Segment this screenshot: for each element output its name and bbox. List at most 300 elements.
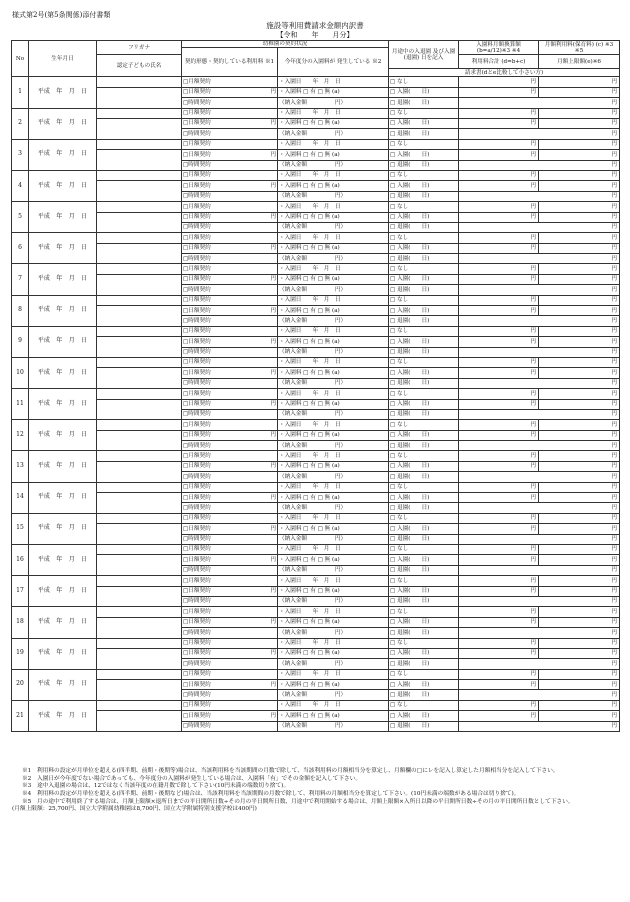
contract-daily[interactable] [182,711,278,721]
enroll-none[interactable]: □ なし [389,233,459,243]
enroll-enter[interactable]: □ 入園( 日) [389,243,459,253]
total-yen[interactable]: 円 [459,430,539,440]
entry-date[interactable]: ・入園日 年 月 日 [278,482,389,492]
enroll-enter[interactable]: □ 入園( 日) [389,87,459,97]
contract-monthly[interactable]: □月額契約 [182,607,278,617]
child-name-field[interactable] [97,118,182,139]
child-name-field[interactable] [97,555,182,576]
entry-date[interactable]: ・入園日 年 月 日 [278,357,389,367]
contract-daily[interactable] [182,212,278,222]
furigana-field[interactable] [97,513,182,523]
enroll-leave[interactable]: □ 退園( 日) [389,596,459,606]
furigana-field[interactable] [97,700,182,710]
total-yen[interactable]: 円 [459,648,539,658]
furigana-field[interactable] [97,389,182,399]
contract-hourly[interactable]: □時間契約 [182,565,278,575]
paid-amount[interactable]: （納入金額 円） [278,191,389,201]
claim-yen[interactable]: 円 [459,98,620,108]
child-name-field[interactable] [97,493,182,514]
paid-amount[interactable]: （納入金額 円） [278,129,389,139]
contract-monthly[interactable]: □月額契約 [182,202,278,212]
monthly-entrance-yen[interactable]: 円 [459,700,539,710]
child-name-field[interactable] [97,461,182,482]
furigana-field[interactable] [97,77,182,87]
cap-yen[interactable]: 円 [539,306,620,316]
contract-daily[interactable] [182,181,278,191]
monthly-entrance-yen[interactable]: 円 [459,108,539,118]
monthly-fee-yen[interactable]: 円 [539,389,620,399]
enroll-none[interactable]: □ なし [389,170,459,180]
paid-amount[interactable]: （納入金額 円） [278,409,389,419]
child-name-field[interactable] [97,306,182,327]
contract-monthly[interactable]: □月額契約 [182,233,278,243]
monthly-fee-yen[interactable]: 円 [539,700,620,710]
paid-amount[interactable]: （納入金額 円） [278,254,389,264]
enroll-enter[interactable]: □ 入園( 日) [389,648,459,658]
dob-field[interactable]: 平成 年 月 日 [29,669,97,700]
contract-monthly[interactable]: □月額契約 [182,482,278,492]
entry-fee[interactable]: ・入園料 □ 有 □ 無 (a) [278,181,389,191]
dob-field[interactable]: 平成 年 月 日 [29,295,97,326]
enroll-none[interactable]: □ なし [389,264,459,274]
entry-fee[interactable]: ・入園料 □ 有 □ 無 (a) [278,368,389,378]
entry-date[interactable]: ・入園日 年 月 日 [278,545,389,555]
enroll-none[interactable]: □ なし [389,295,459,305]
dob-field[interactable]: 平成 年 月 日 [29,233,97,264]
paid-amount[interactable]: （納入金額 円） [278,596,389,606]
claim-yen[interactable]: 円 [459,628,620,638]
monthly-fee-yen[interactable]: 円 [539,264,620,274]
enroll-none[interactable]: □ なし [389,607,459,617]
furigana-field[interactable] [97,326,182,336]
enroll-none[interactable]: □ なし [389,451,459,461]
contract-daily[interactable] [182,524,278,534]
child-name-field[interactable] [97,181,182,202]
paid-amount[interactable]: （納入金額 円） [278,628,389,638]
monthly-entrance-yen[interactable]: 円 [459,545,539,555]
monthly-fee-yen[interactable]: 円 [539,451,620,461]
paid-amount[interactable]: （納入金額 円） [278,347,389,357]
enroll-enter[interactable]: □ 入園( 日) [389,586,459,596]
enroll-none[interactable]: □ なし [389,576,459,586]
child-name-field[interactable] [97,617,182,638]
total-yen[interactable]: 円 [459,274,539,284]
enroll-none[interactable]: □ なし [389,545,459,555]
enroll-enter[interactable]: □ 入園( 日) [389,555,459,565]
total-yen[interactable]: 円 [459,493,539,503]
cap-yen[interactable]: 円 [539,243,620,253]
contract-monthly[interactable]: □月額契約 [182,295,278,305]
claim-yen[interactable]: 円 [459,503,620,513]
paid-amount[interactable]: （納入金額 円） [278,472,389,482]
enroll-leave[interactable]: □ 退園( 日) [389,129,459,139]
entry-date[interactable]: ・入園日 年 月 日 [278,170,389,180]
entry-fee[interactable]: ・入園料 □ 有 □ 無 (a) [278,243,389,253]
contract-daily[interactable] [182,586,278,596]
contract-monthly[interactable]: □月額契約 [182,669,278,679]
enroll-enter[interactable]: □ 入園( 日) [389,524,459,534]
cap-yen[interactable]: 円 [539,181,620,191]
dob-field[interactable]: 平成 年 月 日 [29,576,97,607]
monthly-fee-yen[interactable]: 円 [539,607,620,617]
contract-daily[interactable] [182,617,278,627]
paid-amount[interactable]: （納入金額 円） [278,316,389,326]
entry-fee[interactable]: ・入園料 □ 有 □ 無 (a) [278,274,389,284]
dob-field[interactable]: 平成 年 月 日 [29,420,97,451]
enroll-enter[interactable]: □ 入園( 日) [389,150,459,160]
total-yen[interactable]: 円 [459,368,539,378]
child-name-field[interactable] [97,648,182,669]
paid-amount[interactable]: （納入金額 円） [278,721,389,731]
furigana-field[interactable] [97,420,182,430]
paid-amount[interactable]: （納入金額 円） [278,659,389,669]
contract-daily[interactable] [182,243,278,253]
furigana-field[interactable] [97,669,182,679]
total-yen[interactable]: 円 [459,243,539,253]
enroll-leave[interactable]: □ 退園( 日) [389,347,459,357]
dob-field[interactable]: 平成 年 月 日 [29,357,97,388]
furigana-field[interactable] [97,264,182,274]
monthly-entrance-yen[interactable]: 円 [459,638,539,648]
monthly-entrance-yen[interactable]: 円 [459,295,539,305]
contract-daily[interactable] [182,399,278,409]
total-yen[interactable]: 円 [459,586,539,596]
child-name-field[interactable] [97,274,182,295]
monthly-entrance-yen[interactable]: 円 [459,77,539,87]
contract-hourly[interactable]: □時間契約 [182,659,278,669]
monthly-entrance-yen[interactable]: 円 [459,357,539,367]
monthly-fee-yen[interactable]: 円 [539,669,620,679]
monthly-fee-yen[interactable]: 円 [539,139,620,149]
entry-fee[interactable]: ・入園料 □ 有 □ 無 (a) [278,118,389,128]
contract-monthly[interactable]: □月額契約 [182,576,278,586]
enroll-none[interactable]: □ なし [389,357,459,367]
enroll-enter[interactable]: □ 入園( 日) [389,274,459,284]
contract-daily[interactable] [182,648,278,658]
cap-yen[interactable]: 円 [539,493,620,503]
entry-fee[interactable]: ・入園料 □ 有 □ 無 (a) [278,586,389,596]
enroll-leave[interactable]: □ 退園( 日) [389,503,459,513]
contract-monthly[interactable]: □月額契約 [182,357,278,367]
monthly-fee-yen[interactable]: 円 [539,77,620,87]
child-name-field[interactable] [97,524,182,545]
total-yen[interactable]: 円 [459,181,539,191]
furigana-field[interactable] [97,482,182,492]
enroll-leave[interactable]: □ 退園( 日) [389,316,459,326]
enroll-none[interactable]: □ なし [389,420,459,430]
cap-yen[interactable]: 円 [539,212,620,222]
cap-yen[interactable]: 円 [539,617,620,627]
paid-amount[interactable]: （納入金額 円） [278,98,389,108]
contract-hourly[interactable]: □時間契約 [182,441,278,451]
contract-hourly[interactable]: □時間契約 [182,285,278,295]
monthly-fee-yen[interactable]: 円 [539,638,620,648]
entry-date[interactable]: ・入園日 年 月 日 [278,700,389,710]
monthly-entrance-yen[interactable]: 円 [459,233,539,243]
entry-date[interactable]: ・入園日 年 月 日 [278,638,389,648]
entry-date[interactable]: ・入園日 年 月 日 [278,326,389,336]
monthly-fee-yen[interactable]: 円 [539,545,620,555]
contract-daily[interactable] [182,555,278,565]
entry-fee[interactable]: ・入園料 □ 有 □ 無 (a) [278,493,389,503]
entry-fee[interactable]: ・入園料 □ 有 □ 無 (a) [278,555,389,565]
paid-amount[interactable]: （納入金額 円） [278,503,389,513]
claim-yen[interactable]: 円 [459,472,620,482]
contract-hourly[interactable]: □時間契約 [182,409,278,419]
entry-fee[interactable]: ・入園料 □ 有 □ 無 (a) [278,680,389,690]
monthly-fee-yen[interactable]: 円 [539,576,620,586]
enroll-enter[interactable]: □ 入園( 日) [389,680,459,690]
contract-daily[interactable] [182,306,278,316]
enroll-enter[interactable]: □ 入園( 日) [389,617,459,627]
entry-fee[interactable]: ・入園料 □ 有 □ 無 (a) [278,337,389,347]
enroll-enter[interactable]: □ 入園( 日) [389,368,459,378]
contract-hourly[interactable]: □時間契約 [182,503,278,513]
contract-monthly[interactable]: □月額契約 [182,139,278,149]
dob-field[interactable]: 平成 年 月 日 [29,108,97,139]
furigana-field[interactable] [97,357,182,367]
entry-date[interactable]: ・入園日 年 月 日 [278,669,389,679]
enroll-leave[interactable]: □ 退園( 日) [389,222,459,232]
furigana-field[interactable] [97,202,182,212]
monthly-fee-yen[interactable]: 円 [539,482,620,492]
claim-yen[interactable]: 円 [459,129,620,139]
entry-date[interactable]: ・入園日 年 月 日 [278,607,389,617]
enroll-enter[interactable]: □ 入園( 日) [389,181,459,191]
enroll-none[interactable]: □ なし [389,389,459,399]
entry-date[interactable]: ・入園日 年 月 日 [278,108,389,118]
paid-amount[interactable]: （納入金額 円） [278,690,389,700]
enroll-leave[interactable]: □ 退園( 日) [389,254,459,264]
cap-yen[interactable]: 円 [539,461,620,471]
contract-daily[interactable] [182,430,278,440]
paid-amount[interactable]: （納入金額 円） [278,441,389,451]
dob-field[interactable]: 平成 年 月 日 [29,326,97,357]
paid-amount[interactable]: （納入金額 円） [278,222,389,232]
entry-date[interactable]: ・入園日 年 月 日 [278,576,389,586]
child-name-field[interactable] [97,430,182,451]
entry-date[interactable]: ・入園日 年 月 日 [278,451,389,461]
contract-daily[interactable] [182,337,278,347]
contract-hourly[interactable]: □時間契約 [182,596,278,606]
monthly-entrance-yen[interactable]: 円 [459,389,539,399]
enroll-leave[interactable]: □ 退園( 日) [389,721,459,731]
dob-field[interactable]: 平成 年 月 日 [29,482,97,513]
total-yen[interactable]: 円 [459,711,539,721]
cap-yen[interactable]: 円 [539,648,620,658]
furigana-field[interactable] [97,451,182,461]
paid-amount[interactable]: （納入金額 円） [278,534,389,544]
enroll-leave[interactable]: □ 退園( 日) [389,690,459,700]
enroll-leave[interactable]: □ 退園( 日) [389,441,459,451]
contract-hourly[interactable]: □時間契約 [182,160,278,170]
enroll-leave[interactable]: □ 退園( 日) [389,285,459,295]
furigana-field[interactable] [97,576,182,586]
contract-daily[interactable] [182,461,278,471]
contract-hourly[interactable]: □時間契約 [182,721,278,731]
enroll-none[interactable]: □ なし [389,669,459,679]
monthly-fee-yen[interactable]: 円 [539,170,620,180]
monthly-fee-yen[interactable]: 円 [539,357,620,367]
dob-field[interactable]: 平成 年 月 日 [29,607,97,638]
contract-hourly[interactable]: □時間契約 [182,254,278,264]
claim-yen[interactable]: 円 [459,721,620,731]
furigana-field[interactable] [97,545,182,555]
contract-monthly[interactable]: □月額契約 [182,264,278,274]
child-name-field[interactable] [97,337,182,358]
cap-yen[interactable]: 円 [539,524,620,534]
contract-daily[interactable] [182,87,278,97]
total-yen[interactable]: 円 [459,150,539,160]
total-yen[interactable]: 円 [459,461,539,471]
enroll-leave[interactable]: □ 退園( 日) [389,378,459,388]
claim-yen[interactable]: 円 [459,254,620,264]
contract-monthly[interactable]: □月額契約 [182,420,278,430]
contract-monthly[interactable]: □月額契約 [182,326,278,336]
contract-hourly[interactable]: □時間契約 [182,690,278,700]
total-yen[interactable]: 円 [459,87,539,97]
dob-field[interactable]: 平成 年 月 日 [29,451,97,482]
cap-yen[interactable]: 円 [539,555,620,565]
monthly-fee-yen[interactable]: 円 [539,295,620,305]
total-yen[interactable]: 円 [459,680,539,690]
furigana-field[interactable] [97,233,182,243]
enroll-none[interactable]: □ なし [389,139,459,149]
contract-hourly[interactable]: □時間契約 [182,534,278,544]
contract-hourly[interactable]: □時間契約 [182,378,278,388]
monthly-entrance-yen[interactable]: 円 [459,420,539,430]
entry-fee[interactable]: ・入園料 □ 有 □ 無 (a) [278,711,389,721]
claim-yen[interactable]: 円 [459,285,620,295]
total-yen[interactable]: 円 [459,118,539,128]
total-yen[interactable]: 円 [459,524,539,534]
enroll-none[interactable]: □ なし [389,77,459,87]
contract-hourly[interactable]: □時間契約 [182,98,278,108]
enroll-leave[interactable]: □ 退園( 日) [389,98,459,108]
monthly-entrance-yen[interactable]: 円 [459,669,539,679]
enroll-enter[interactable]: □ 入園( 日) [389,118,459,128]
enroll-none[interactable]: □ なし [389,638,459,648]
monthly-fee-yen[interactable]: 円 [539,233,620,243]
enroll-leave[interactable]: □ 退園( 日) [389,659,459,669]
total-yen[interactable]: 円 [459,306,539,316]
claim-yen[interactable]: 円 [459,534,620,544]
cap-yen[interactable]: 円 [539,368,620,378]
contract-hourly[interactable]: □時間契約 [182,129,278,139]
total-yen[interactable]: 円 [459,555,539,565]
enroll-leave[interactable]: □ 退園( 日) [389,565,459,575]
monthly-entrance-yen[interactable]: 円 [459,451,539,461]
enroll-none[interactable]: □ なし [389,202,459,212]
entry-date[interactable]: ・入園日 年 月 日 [278,139,389,149]
contract-daily[interactable] [182,368,278,378]
child-name-field[interactable] [97,243,182,264]
entry-fee[interactable]: ・入園料 □ 有 □ 無 (a) [278,212,389,222]
enroll-enter[interactable]: □ 入園( 日) [389,399,459,409]
cap-yen[interactable]: 円 [539,430,620,440]
entry-fee[interactable]: ・入園料 □ 有 □ 無 (a) [278,461,389,471]
entry-fee[interactable]: ・入園料 □ 有 □ 無 (a) [278,87,389,97]
claim-yen[interactable]: 円 [459,316,620,326]
dob-field[interactable]: 平成 年 月 日 [29,264,97,295]
claim-yen[interactable]: 円 [459,441,620,451]
enroll-none[interactable]: □ なし [389,513,459,523]
entry-date[interactable]: ・入園日 年 月 日 [278,420,389,430]
cap-yen[interactable]: 円 [539,150,620,160]
contract-daily[interactable] [182,680,278,690]
entry-fee[interactable]: ・入園料 □ 有 □ 無 (a) [278,430,389,440]
claim-yen[interactable]: 円 [459,160,620,170]
entry-fee[interactable]: ・入園料 □ 有 □ 無 (a) [278,150,389,160]
claim-yen[interactable]: 円 [459,409,620,419]
dob-field[interactable]: 平成 年 月 日 [29,139,97,170]
enroll-none[interactable]: □ なし [389,700,459,710]
cap-yen[interactable]: 円 [539,586,620,596]
monthly-fee-yen[interactable]: 円 [539,202,620,212]
monthly-fee-yen[interactable]: 円 [539,420,620,430]
contract-monthly[interactable]: □月額契約 [182,451,278,461]
enroll-enter[interactable]: □ 入園( 日) [389,711,459,721]
entry-date[interactable]: ・入園日 年 月 日 [278,202,389,212]
contract-hourly[interactable]: □時間契約 [182,316,278,326]
child-name-field[interactable] [97,680,182,701]
cap-yen[interactable]: 円 [539,87,620,97]
dob-field[interactable]: 平成 年 月 日 [29,638,97,669]
total-yen[interactable]: 円 [459,617,539,627]
furigana-field[interactable] [97,170,182,180]
enroll-leave[interactable]: □ 退園( 日) [389,409,459,419]
contract-monthly[interactable]: □月額契約 [182,638,278,648]
cap-yen[interactable]: 円 [539,274,620,284]
claim-yen[interactable]: 円 [459,690,620,700]
child-name-field[interactable] [97,399,182,420]
contract-monthly[interactable]: □月額契約 [182,389,278,399]
child-name-field[interactable] [97,150,182,171]
child-name-field[interactable] [97,586,182,607]
dob-field[interactable]: 平成 年 月 日 [29,545,97,576]
cap-yen[interactable]: 円 [539,399,620,409]
entry-date[interactable]: ・入園日 年 月 日 [278,264,389,274]
furigana-field[interactable] [97,638,182,648]
contract-hourly[interactable]: □時間契約 [182,472,278,482]
child-name-field[interactable] [97,368,182,389]
furigana-field[interactable] [97,607,182,617]
enroll-leave[interactable]: □ 退園( 日) [389,628,459,638]
monthly-fee-yen[interactable]: 円 [539,513,620,523]
claim-yen[interactable]: 円 [459,659,620,669]
dob-field[interactable]: 平成 年 月 日 [29,389,97,420]
entry-date[interactable]: ・入園日 年 月 日 [278,233,389,243]
enroll-leave[interactable]: □ 退園( 日) [389,534,459,544]
monthly-fee-yen[interactable]: 円 [539,326,620,336]
contract-daily[interactable] [182,274,278,284]
total-yen[interactable]: 円 [459,212,539,222]
enroll-leave[interactable]: □ 退園( 日) [389,160,459,170]
dob-field[interactable]: 平成 年 月 日 [29,513,97,544]
entry-fee[interactable]: ・入園料 □ 有 □ 無 (a) [278,648,389,658]
enroll-enter[interactable]: □ 入園( 日) [389,212,459,222]
child-name-field[interactable] [97,212,182,233]
furigana-field[interactable] [97,108,182,118]
claim-yen[interactable]: 円 [459,565,620,575]
cap-yen[interactable]: 円 [539,337,620,347]
contract-monthly[interactable]: □月額契約 [182,170,278,180]
contract-monthly[interactable]: □月額契約 [182,77,278,87]
entry-date[interactable]: ・入園日 年 月 日 [278,77,389,87]
contract-daily[interactable] [182,493,278,503]
enroll-none[interactable]: □ なし [389,482,459,492]
contract-hourly[interactable]: □時間契約 [182,628,278,638]
